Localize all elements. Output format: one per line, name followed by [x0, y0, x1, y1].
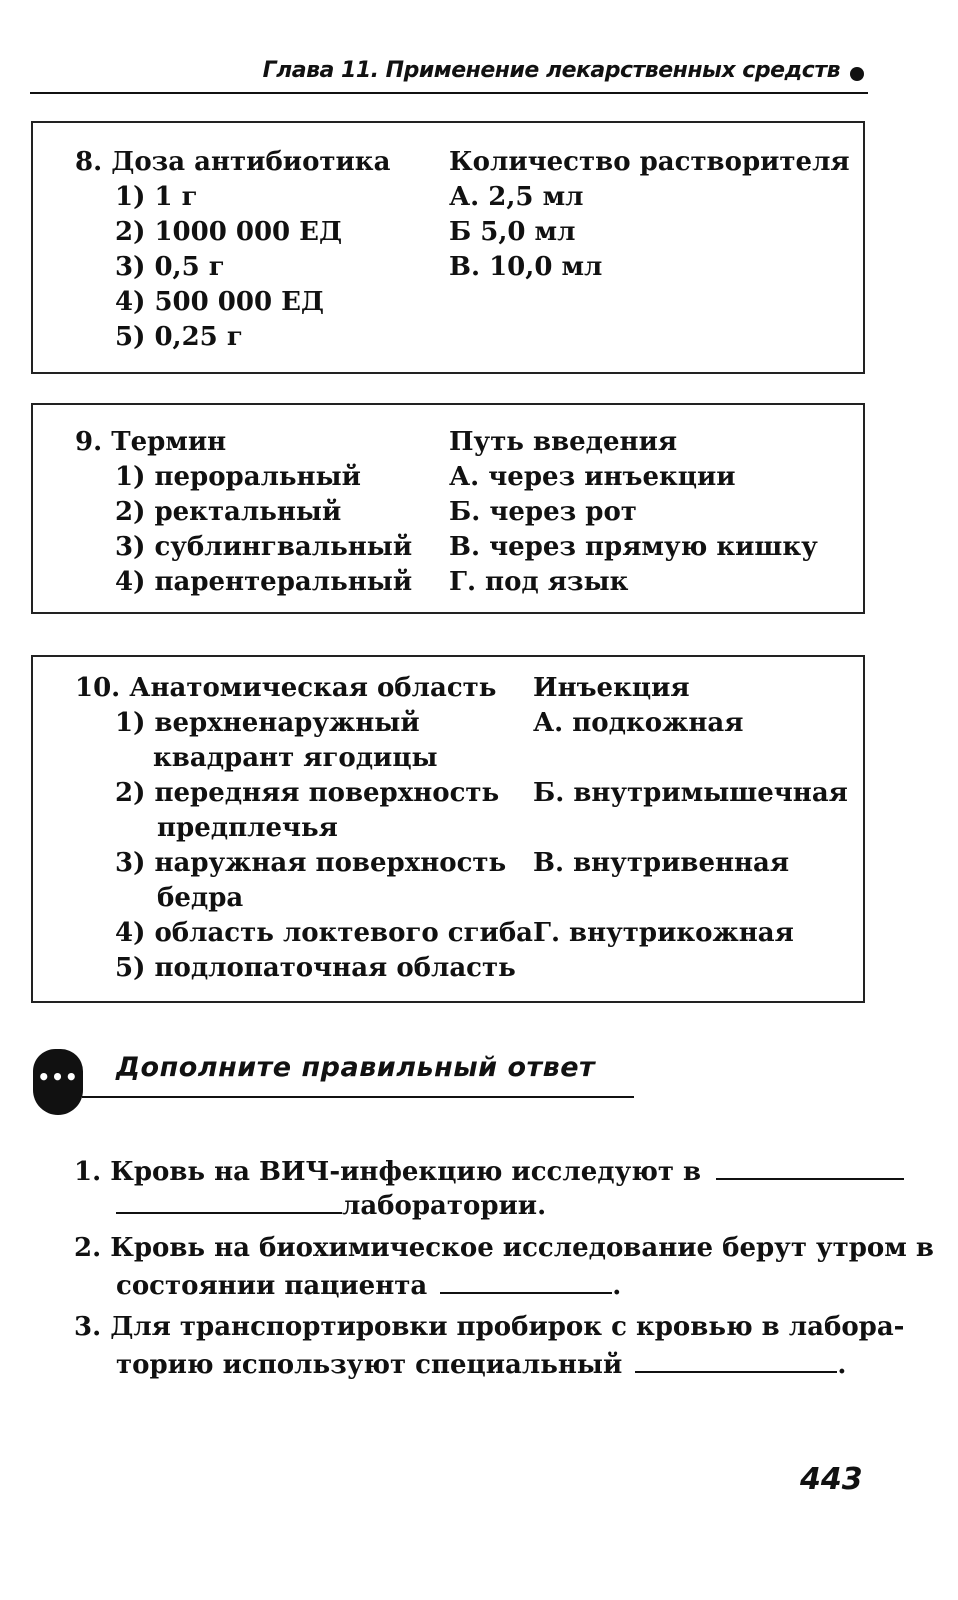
answer-blank[interactable] — [440, 1266, 612, 1294]
list-item: 3) наружная поверхность — [115, 848, 507, 878]
list-item: 1) 1 г — [115, 182, 198, 212]
list-item: 1) верхненаружный — [115, 708, 420, 738]
left-column-title: Термин — [111, 427, 227, 457]
list-item: А. подкожная — [533, 708, 744, 738]
fill-question-3: 3. Для транспортировки пробирок с кровью в лабора- — [74, 1312, 905, 1342]
list-item: В. 10,0 мл — [449, 252, 603, 282]
question-number: 10. — [75, 673, 121, 703]
list-item: 2) передняя поверхность — [115, 778, 500, 808]
answer-blank[interactable] — [635, 1345, 837, 1373]
list-item: 3) сублингвальный — [115, 532, 413, 562]
fill-question-1-cont: лаборатории. — [116, 1186, 546, 1223]
question-number: 9. — [75, 427, 103, 457]
list-item: 4) область локтевого сгиба — [115, 918, 534, 948]
list-item: 4) 500 000 ЕД — [115, 287, 325, 317]
bullet-icon — [850, 67, 864, 81]
section-title: Дополните правильный ответ — [116, 1052, 596, 1083]
list-item: 5) 0,25 г — [115, 322, 243, 352]
list-item: А. через инъекции — [449, 462, 736, 492]
list-item-continuation: предплечья — [157, 813, 338, 843]
right-column-title: Инъекция — [533, 673, 690, 703]
right-column-title: Путь введения — [449, 427, 678, 457]
fill-question-2: 2. Кровь на биохимическое исследование берут утром в — [74, 1233, 934, 1263]
question-number: 8. — [75, 147, 103, 177]
list-item: В. через прямую кишку — [449, 532, 818, 562]
question-10-box — [31, 655, 865, 1003]
list-item: Г. под язык — [449, 567, 629, 597]
left-column-title: Доза антибиотика — [111, 147, 391, 177]
list-item: 4) парентеральный — [115, 567, 413, 597]
list-item: В. внутривенная — [533, 848, 790, 878]
list-item: 1) пероральный — [115, 462, 361, 492]
list-item: 3) 0,5 г — [115, 252, 225, 282]
fill-question-2-cont: состоянии пациента . — [116, 1266, 621, 1303]
list-item: А. 2,5 мл — [449, 182, 584, 212]
fill-question-1: 1. Кровь на ВИЧ-инфекцию исследуют в — [74, 1152, 904, 1189]
section-divider — [82, 1096, 634, 1098]
running-header — [30, 52, 868, 94]
page-number: 443 — [800, 1462, 863, 1497]
list-item: Б. внутримышечная — [533, 778, 848, 808]
list-item: 5) подлопаточная область — [115, 953, 516, 983]
ellipsis-icon: ••• — [33, 1049, 83, 1115]
question-9-box — [31, 403, 865, 614]
list-item: Б. через рот — [449, 497, 637, 527]
question-8-box — [31, 121, 865, 374]
fill-question-3-cont: торию используют специальный . — [116, 1345, 846, 1382]
answer-blank[interactable] — [116, 1186, 342, 1214]
list-item-continuation: квадрант ягодицы — [153, 743, 438, 773]
list-item: 2) 1000 000 ЕД — [115, 217, 343, 247]
list-item: 2) ректальный — [115, 497, 342, 527]
left-column-title: Анатомическая область — [129, 673, 497, 703]
answer-blank[interactable] — [716, 1152, 904, 1180]
list-item: Г. внутрикожная — [533, 918, 794, 948]
right-column-title: Количество растворителя — [449, 147, 850, 177]
chapter-title: Глава 11. Применение лекарственных средств — [262, 58, 840, 83]
list-item: Б 5,0 мл — [449, 217, 576, 247]
list-item-continuation: бедра — [157, 883, 244, 913]
